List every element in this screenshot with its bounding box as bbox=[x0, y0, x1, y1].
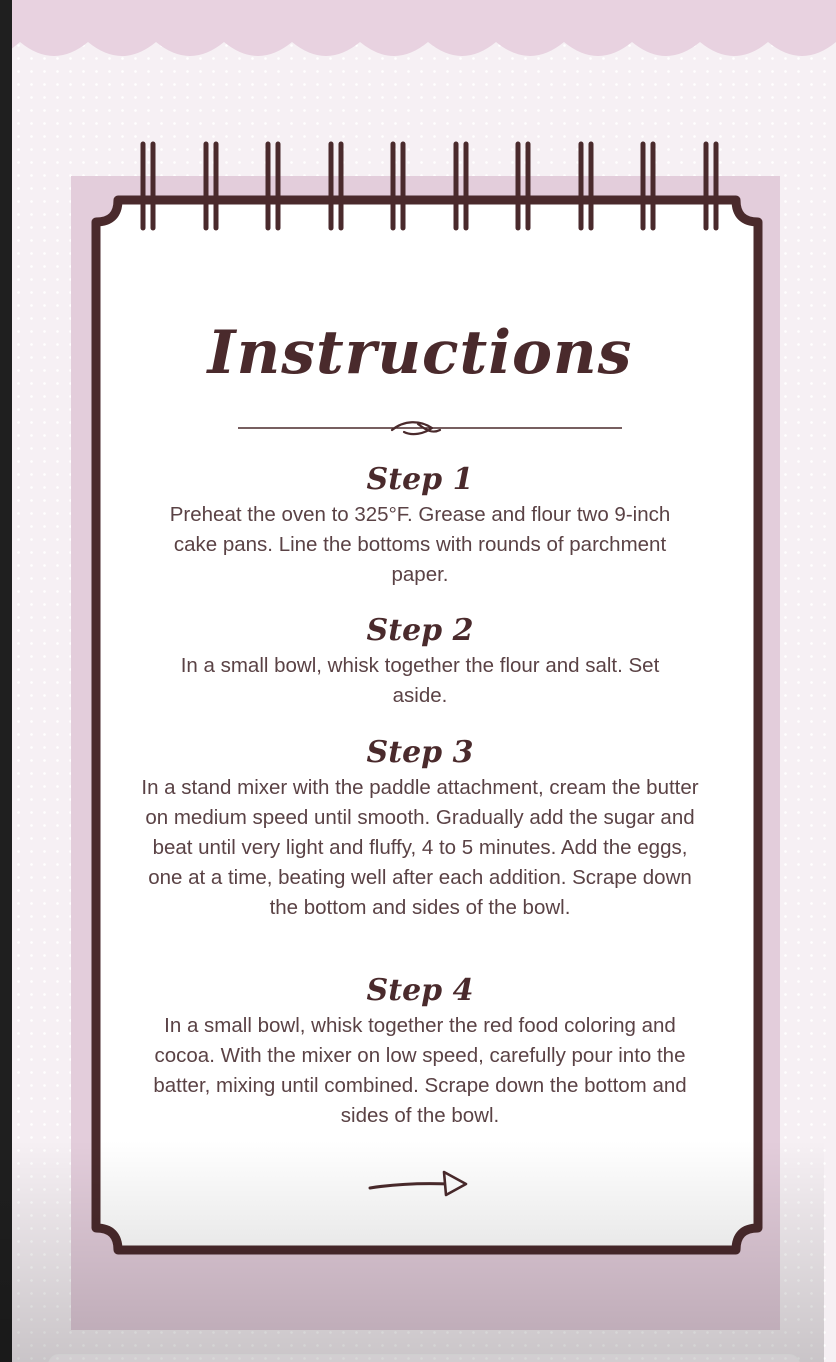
step-heading: Step 1 bbox=[366, 462, 474, 497]
page-title: Instructions bbox=[207, 318, 633, 388]
step-text: Preheat the oven to 325°F. Grease and flour two 9-inch cake pans. Line the bottoms with rounds of parchment paper. bbox=[169, 503, 671, 586]
step-text: In a small bowl, whisk together the red food coloring and cocoa. With the mixer on low speed, carefully pour into the batter, mixing until combined. Scrape down the bottom and sides of the bowl. bbox=[153, 1014, 687, 1127]
step-heading: Step 2 bbox=[366, 613, 474, 648]
step-block bbox=[140, 735, 700, 923]
step-block bbox=[140, 462, 700, 590]
step-block bbox=[140, 613, 700, 711]
step-heading: Step 4 bbox=[366, 973, 474, 1008]
step-text: In a small bowl, whisk together the flour and salt. Set aside. bbox=[180, 654, 660, 707]
step-block bbox=[140, 973, 700, 1131]
step-text: In a stand mixer with the paddle attachment, cream the butter on medium speed until smooth. Gradually add the sugar and beat until very light and fluffy, 4 to 5 minutes. Add the eggs, one at a time, beating well after each addition. Scrape down the bottom and sides of the bowl. bbox=[141, 776, 699, 919]
reply-input-bar[interactable] bbox=[48, 1354, 800, 1362]
step-heading: Step 3 bbox=[366, 735, 474, 770]
